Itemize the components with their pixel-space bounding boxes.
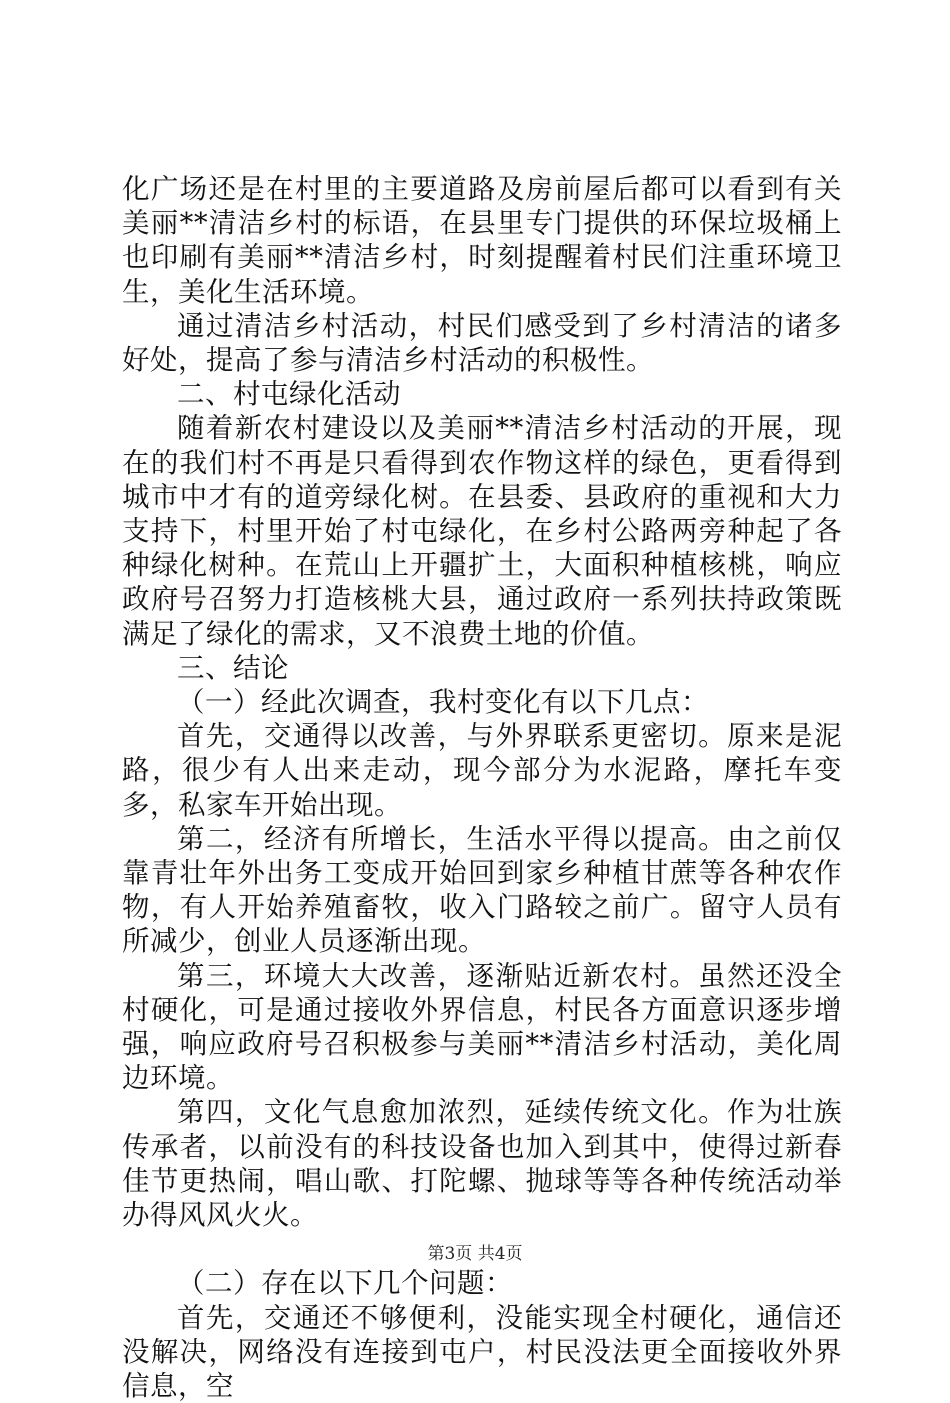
section-heading: 二、村屯绿化活动 <box>122 377 842 411</box>
paragraph: 随着新农村建设以及美丽**清洁乡村活动的开展，现在的我们村不再是只看得到农作物这样的绿色，更看得到城市中才有的道旁绿化树。在县委、县政府的重视和大力支持下，村里开始了村屯绿化，在乡村公路两旁种起了各种绿化树种。在荒山上开疆扩土，大面积种植核桃，响应政府号召努力打造核桃大县，通过政府一系列扶持政策既满足了绿化的需求，又不浪费土地的价值。 <box>122 411 842 650</box>
paragraph: 首先，交通还不够便利，没能实现全村硬化，通信还没解决，网络没有连接到屯户，村民没法更全面接收外界信息，空 <box>122 1301 842 1403</box>
paragraph: 通过清洁乡村活动，村民们感受到了乡村清洁的诸多好处，提高了参与清洁乡村活动的积极性。 <box>122 309 842 377</box>
paragraph: 第四，文化气息愈加浓烈，延续传统文化。作为壮族传承者，以前没有的科技设备也加入到其中，使得过新春佳节更热闹，唱山歌、打陀螺、抛球等等各种传统活动举办得风风火火。 <box>122 1095 842 1232</box>
section-heading: 三、结论 <box>122 651 842 685</box>
document-body <box>122 172 842 1403</box>
subsection-heading: （一）经此次调查，我村变化有以下几点： <box>122 685 842 719</box>
subsection-heading: （二）存在以下几个问题： <box>122 1266 842 1300</box>
paragraph: 第三，环境大大改善，逐渐贴近新农村。虽然还没全村硬化，可是通过接收外界信息，村民各方面意识逐步增强，响应政府号召积极参与美丽**清洁乡村活动，美化周边环境。 <box>122 959 842 1096</box>
paragraph: 第二，经济有所增长，生活水平得以提高。由之前仅靠青壮年外出务工变成开始回到家乡种植甘蔗等各种农作物，有人开始养殖畜牧，收入门路较之前广。留守人员有所减少，创业人员逐渐出现。 <box>122 822 842 959</box>
paragraph: 首先，交通得以改善，与外界联系更密切。原来是泥路，很少有人出来走动，现今部分为水泥路，摩托车变多，私家车开始出现。 <box>122 719 842 822</box>
paragraph-continued: 化广场还是在村里的主要道路及房前屋后都可以看到有关美丽**清洁乡村的标语，在县里专门提供的环保垃圾桶上也印刷有美丽**清洁乡村，时刻提醒着村民们注重环境卫生，美化生活环境。 <box>122 172 842 309</box>
page-number-footer: 第3页 共4页 <box>0 1244 950 1264</box>
